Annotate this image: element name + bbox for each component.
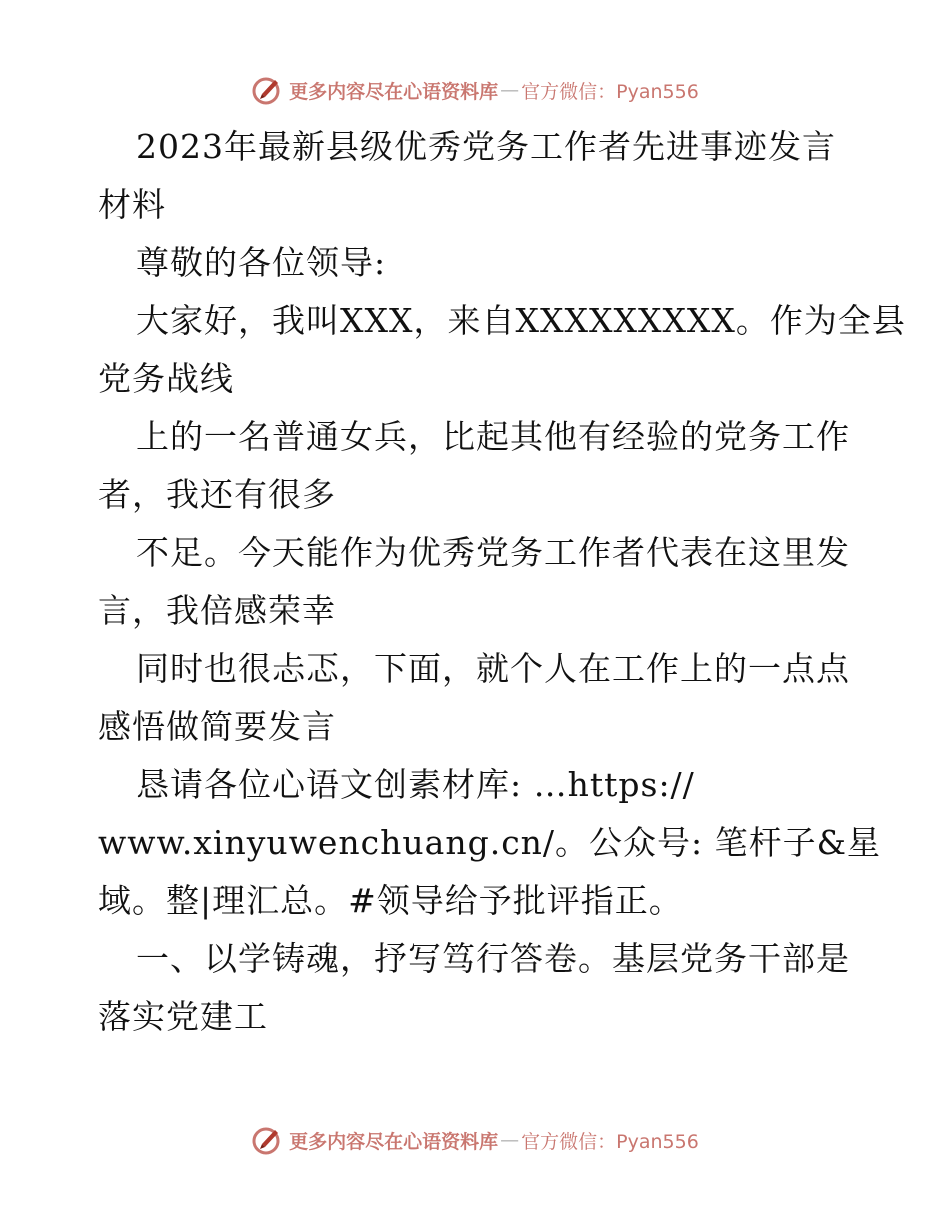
paragraph-line: 恳请各位心语文创素材库: …https:// bbox=[136, 765, 695, 804]
doc-title-line-2: 材料 bbox=[98, 185, 166, 224]
banner-title: 更多内容尽在心语资料库 bbox=[289, 1130, 499, 1153]
paragraph-line: 域。整|理汇总。#领导给予批评指正。 bbox=[98, 881, 683, 920]
paragraph-line: 不足。今天能作为优秀党务工作者代表在这里发 bbox=[136, 533, 850, 572]
url-line: www.xinyuwenchuang.cn/。公众号: 笔杆子&星 bbox=[98, 823, 882, 862]
paragraph-line: 上的一名普通女兵，比起其他有经验的党务工作 bbox=[136, 417, 850, 456]
banner-dash: — bbox=[500, 79, 520, 101]
footer-banner bbox=[0, 1120, 950, 1160]
banner-title: 更多内容尽在心语资料库 bbox=[289, 80, 499, 103]
banner-dash: — bbox=[500, 1129, 520, 1151]
section-heading-line: 一、以学铸魂，抒写笃行答卷。基层党务干部是 bbox=[136, 939, 850, 978]
paragraph-line: 党务战线 bbox=[98, 359, 234, 398]
banner-wechat: 官方微信：Pyan556 bbox=[521, 80, 699, 103]
doc-title-line-1: 2023年最新县级优秀党务工作者先进事迹发言 bbox=[136, 127, 836, 166]
paragraph-line: 言，我倍感荣幸 bbox=[98, 591, 336, 630]
logo-icon bbox=[251, 1124, 283, 1156]
paragraph-line: 同时也很忐忑，下面，就个人在工作上的一点点 bbox=[136, 649, 850, 688]
paragraph-line: 者，我还有很多 bbox=[98, 475, 336, 514]
salutation: 尊敬的各位领导: bbox=[136, 243, 387, 282]
paragraph-line: 感悟做简要发言 bbox=[98, 707, 336, 746]
paragraph-line: 大家好，我叫XXX，来自XXXXXXXXX。作为全县 bbox=[136, 301, 906, 340]
banner-wechat: 官方微信：Pyan556 bbox=[521, 1130, 699, 1153]
paragraph-line: 落实党建工 bbox=[98, 997, 268, 1036]
